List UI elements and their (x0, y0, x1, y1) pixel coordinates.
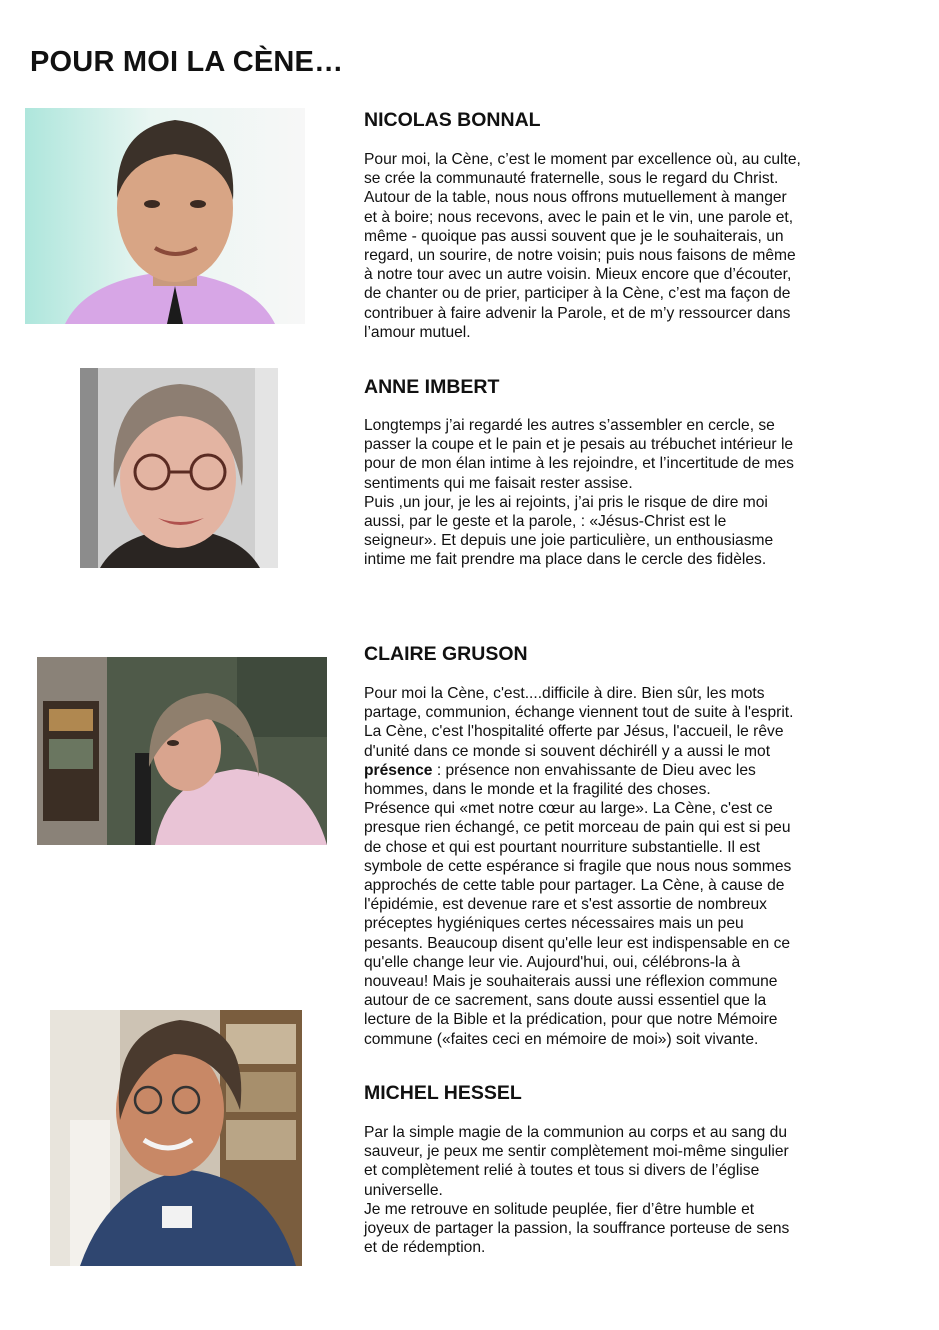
portrait-michel-hessel (50, 1010, 302, 1266)
bold-word: présence (364, 761, 433, 779)
portrait-anne-imbert (80, 368, 278, 568)
portrait-claire-gruson (37, 657, 327, 845)
portrait-nicolas-bonnal (25, 108, 305, 324)
person-name: CLAIRE GRUSON (364, 643, 528, 665)
testimony-text: Par la simple magie de la communion au corps et au sang du sauveur, je peux me sentir complètement moi-même singulier et complètement relié à toutes et tous si divers de l’église universelle. Je me retrouve en solitude peuplée, fier d’être humble et joyeux de partager la passion, la souffrance porteuse de sens et de rédemption. (364, 1124, 790, 1257)
page-title: POUR MOI LA CÈNE… (30, 46, 344, 78)
testimony-text: Pour moi la Cène, c'est....difficile à dire. Bien sûr, les mots partage, communion, échange viennent tout de suite à l'esprit. La Cène, c'est l'hospitalité offerte par Jésus, l'accueil, le rêve d'unité dans ce monde si souvent déchiréll y a aussi le mot présence : présence non envahissante de Dieu avec les hommes, dans le monde et la fragilité des choses. Présence qui «met notre cœur au large». La Cène, c'est ce presque rien échangé, ce petit morceau de pain qui est si peu de chose et qui est pourtant nourriture substantielle. Il est symbole de cette espérance si fragile que nous nous sommes approchés de cette table pour partager. La Cène, à cause de l'épidémie, est devenue rare et s'est assortie de nombreux préceptes hygiéniques certes nécessaires mais un peu pesants. Beaucoup disent qu'elle leur est indispensable en ce qu'elle change leur vie. Aujourd'hui, oui, célébrons-la à nouveau! Mais je souhaiterais aussi une réflexion commune autour de ce sacrement, sans doute aussi essentiel que la lecture de la Bible et la prédication, pour que notre Mémoire commune («faites ceci en mémoire de moi») soit vivante. (364, 685, 794, 1048)
testimony-text: Pour moi, la Cène, c’est le moment par excellence où, au culte, se crée la communauté fraternelle, sous le regard du Christ. Autour de la table, nous nous offrons mutuellement à manger et à boire; nous recevons, avec le pain et le vin, une parole et, même - quoique pas aussi souvent que je le souhaiterais, un regard, un sourire, de notre voisin; puis nous faisons de même à notre tour avec un autre voisin. Mieux encore que d’écouter, de chanter ou de prier, participer à la Cène, c’est ma façon de contribuer à faire advenir la Parole, et de m’y ressourcer dans l’amour mutuel. (364, 151, 801, 341)
person-name: MICHEL HESSEL (364, 1082, 522, 1104)
person-name: ANNE IMBERT (364, 376, 500, 398)
person-name: NICOLAS BONNAL (364, 109, 541, 131)
testimony-text: Longtemps j’ai regardé les autres s’assembler en cercle, se passer la coupe et le pain et je pesais au trébuchet intérieur le pour de mon élan intime à les rejoindre, et l’incertitude de mes sentiments qui me faisait rester assise. Puis ,un jour, je les ai rejoints, j’ai pris le risque de dire moi aussi, par le geste et la parole, : «Jésus-Christ est le seigneur». Et depuis une joie particulière, un enthousiasme intime me fait prendre ma place dans le cercle des fidèles. (364, 417, 794, 569)
